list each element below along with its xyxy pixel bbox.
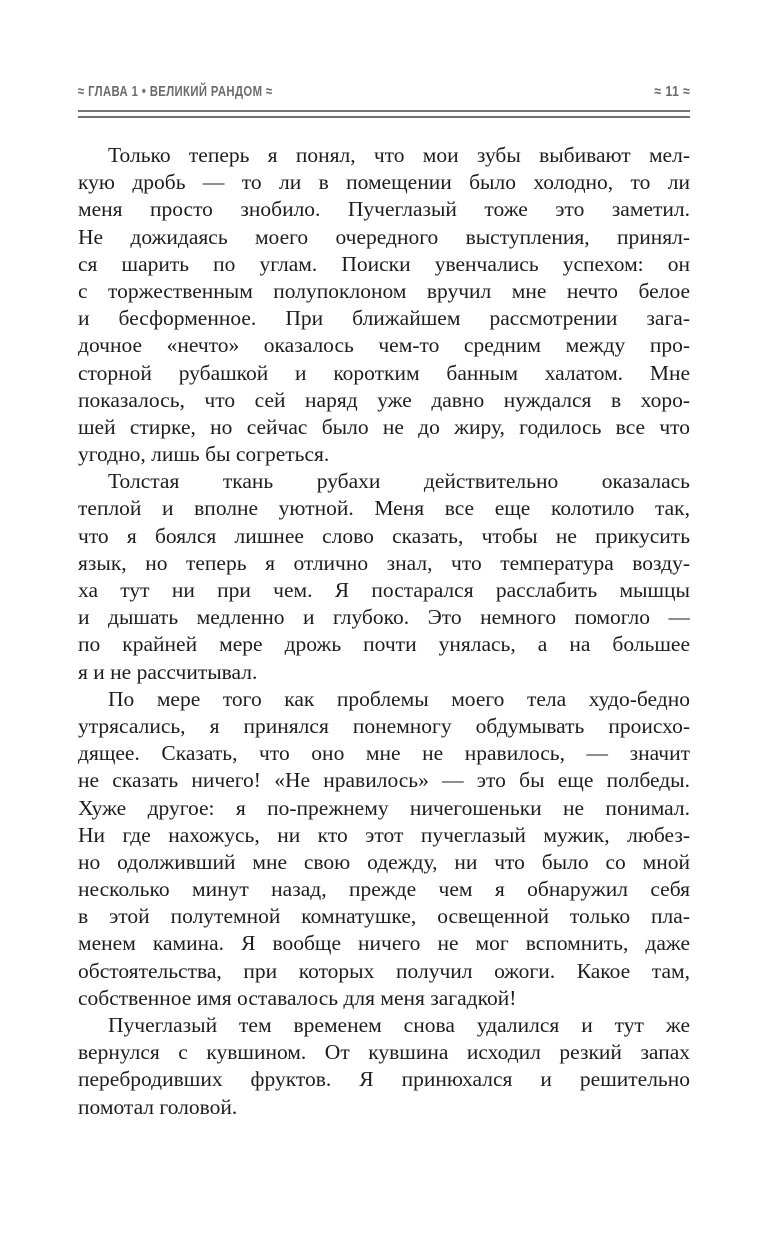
running-header-title: ≈ ГЛАВА 1 • ВЕЛИКИЙ РАНДОМ ≈ xyxy=(78,84,273,100)
text-line: по крайней мере дрожь почти унялась, а на большее xyxy=(78,632,690,657)
text-line: Пучеглазый тем временем снова удалился и тут же xyxy=(108,1013,690,1037)
text-line: я и не рассчитывал. xyxy=(78,659,258,684)
text-line: помотал головой. xyxy=(78,1094,238,1119)
text-line: По мере того как проблемы моего тела худо-бедно xyxy=(108,686,690,711)
text-line: менем камина. Я вообще ничего не мог вспомнить, даже xyxy=(78,931,690,956)
text-line: в этой полутемной комнатушке, освещенной только пла- xyxy=(78,904,690,929)
text-line: и дышать медленно и глубоко. Это немного помогло — xyxy=(78,605,690,630)
text-line: угодно, лишь бы согреться. xyxy=(78,442,330,467)
text-line: перебродивших фруктов. Я принюхался и решительно xyxy=(78,1067,690,1092)
header-divider-rule xyxy=(78,110,690,118)
text-line: вернулся с кувшином. От кувшина исходил резкий запах xyxy=(78,1040,690,1065)
text-line: что я боялся лишнее слово сказать, чтобы не прикусить xyxy=(78,523,690,548)
text-line: Толстая ткань рубахи действительно оказалась xyxy=(108,469,690,494)
text-line: ся шарить по углам. Поиски увенчались успехом: он xyxy=(78,251,690,276)
text-line: кую дробь — то ли в помещении было холодно, то ли xyxy=(78,170,690,195)
text-line: не сказать ничего! «Не нравилось» — это бы еще полбеды. xyxy=(78,768,690,793)
page-header xyxy=(78,83,690,101)
text-line: Не дожидаясь моего очередного выступления, принял- xyxy=(78,224,690,249)
text-line: ха тут ни при чем. Я постарался расслабить мышцы xyxy=(78,578,690,602)
text-line: дящее. Сказать, что оно мне не нравилось, — значит xyxy=(78,741,690,766)
text-line: и бесформенное. При ближайшем рассмотрении зага- xyxy=(78,306,690,331)
text-line: обстоятельства, при которых получил ожоги. Какое там, xyxy=(78,958,690,983)
text-line: язык, но теперь я отлично знал, что температура возду- xyxy=(78,550,690,575)
text-line: но одолживший мне свою одежду, ни что было со мной xyxy=(78,849,690,874)
text-line: дочное «нечто» оказалось чем-то средним между про- xyxy=(78,333,690,358)
text-line: собственное имя оставалось для меня загадкой! xyxy=(78,985,517,1010)
text-line: Только теперь я понял, что мои зубы выбивают мел- xyxy=(108,143,690,167)
text-line: с торжественным полупоклоном вручил мне нечто белое xyxy=(78,278,690,303)
body-text xyxy=(78,142,690,1121)
text-line: шей стирке, но сейчас было не до жиру, годилось все что xyxy=(78,414,690,439)
text-line: Ни где нахожусь, ни кто этот пучеглазый мужик, любез- xyxy=(78,822,690,847)
text-line: меня просто знобило. Пучеглазый тоже это заметил. xyxy=(78,197,690,222)
text-line: показалось, что сей наряд уже давно нуждался в хоро- xyxy=(78,387,690,412)
text-line: Хуже другое: я по-прежнему ничегошеньки не понимал. xyxy=(78,795,690,820)
text-line: сторной рубашкой и коротким банным халатом. Мне xyxy=(78,360,690,385)
text-line: утрясались, я принялся понемногу обдумывать происхо- xyxy=(78,713,690,738)
page-number: ≈ 11 ≈ xyxy=(654,84,690,100)
text-line: теплой и вполне уютной. Меня все еще колотило так, xyxy=(78,496,690,521)
text-line: несколько минут назад, прежде чем я обнаружил себя xyxy=(78,877,690,902)
